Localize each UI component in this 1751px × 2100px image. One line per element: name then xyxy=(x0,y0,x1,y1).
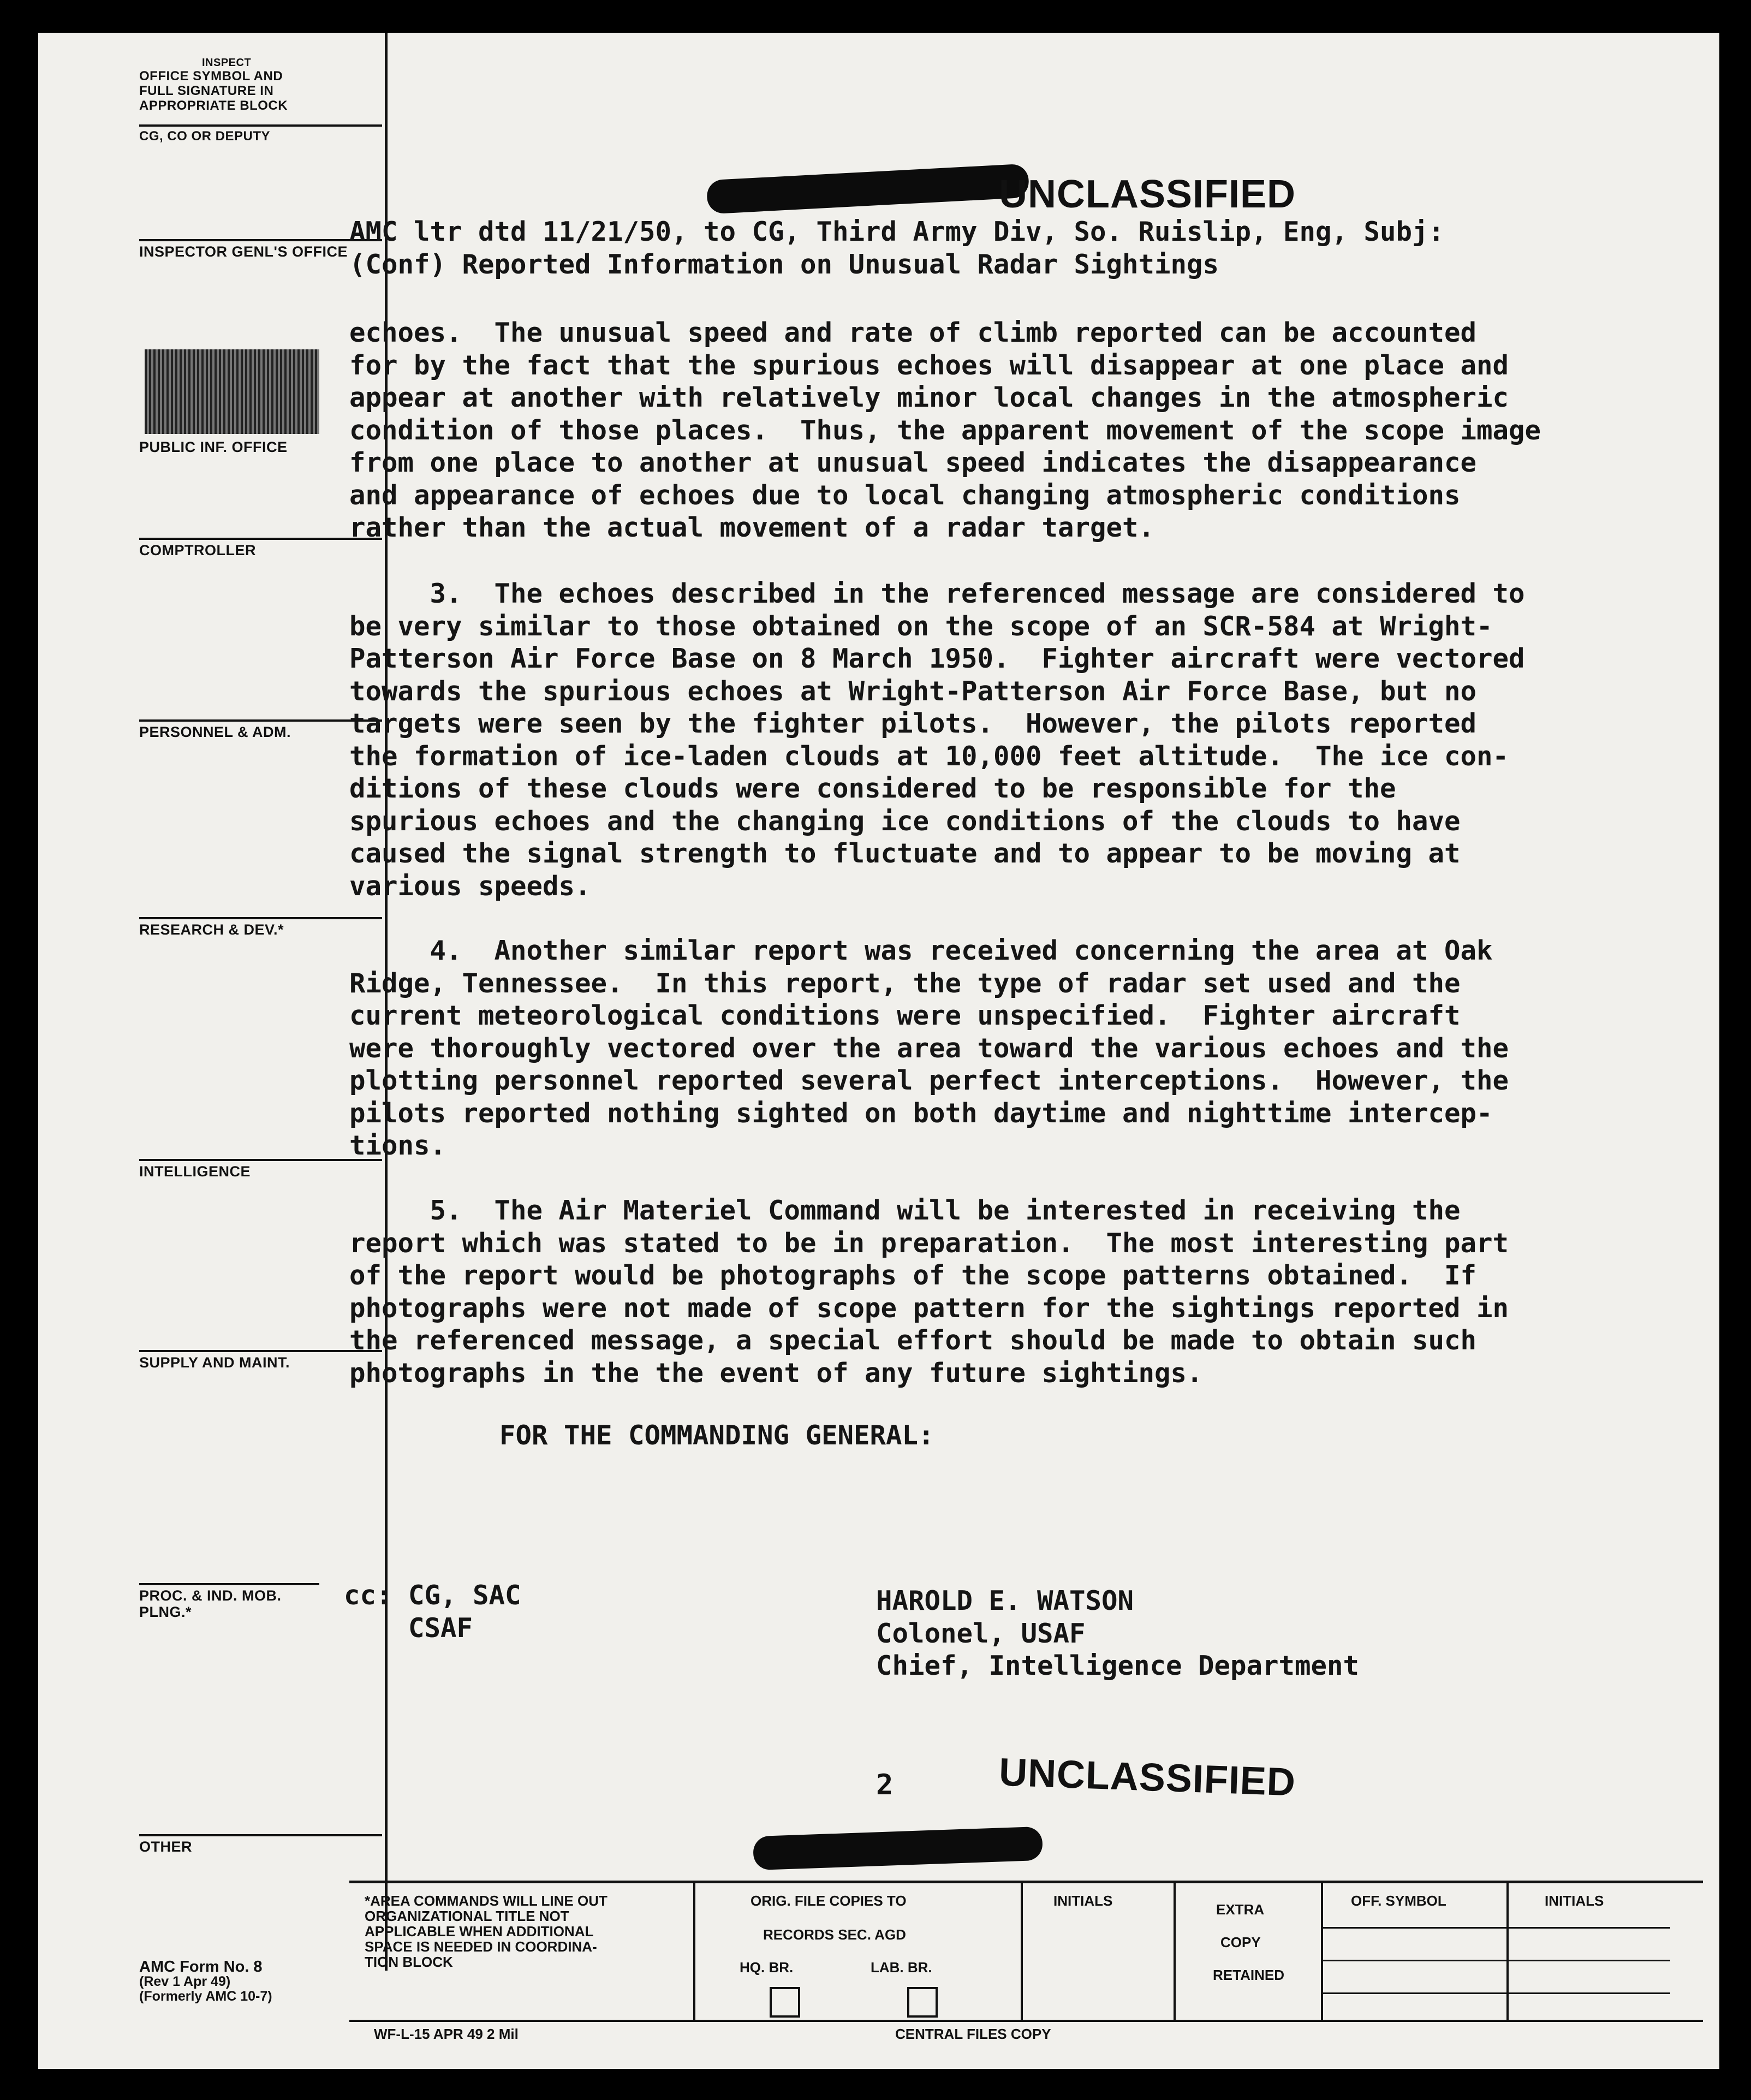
header-line: (Conf) Reported Information on Unusual Radar Sightings xyxy=(349,248,1219,280)
text-line: Patterson Air Force Base on 8 March 1950. Fighter aircraft were vectored xyxy=(349,643,1525,674)
text-line: 4. Another similar report was received concerning the area at Oak xyxy=(349,935,1493,966)
extra-copy-cell xyxy=(1174,1883,1323,2020)
cc-line: CSAF xyxy=(344,1612,473,1644)
text-line: pilots reported nothing sighted on both daytime and nighttime intercep- xyxy=(349,1097,1493,1129)
paragraph-4 xyxy=(349,935,1509,1162)
text-line: 5. The Air Materiel Command will be interested in receiving the xyxy=(349,1195,1461,1226)
initials-label-2: INITIALS xyxy=(1545,1893,1604,1909)
margin-label-cg: CG, CO OR DEPUTY xyxy=(139,124,382,144)
note-line: APPLICABLE WHEN ADDITIONAL xyxy=(365,1923,594,1940)
text-line: from one place to another at unusual speed indicates the disappearance xyxy=(349,447,1477,478)
paragraph-3 xyxy=(349,578,1525,902)
redaction-mark-bottom xyxy=(753,1827,1043,1870)
routing-form-block xyxy=(349,1881,1703,2053)
off-symbol-rule xyxy=(1321,1960,1506,1961)
form-id-line: (Rev 1 Apr 49) xyxy=(139,1974,231,1989)
margin-label-other: OTHER xyxy=(139,1834,382,1855)
text-line: ditions of these clouds were considered to be responsible for the xyxy=(349,773,1396,804)
text-line: the formation of ice-laden clouds at 10,000 feet altitude. The ice con- xyxy=(349,740,1509,772)
note-line: *AREA COMMANDS WILL LINE OUT xyxy=(365,1893,608,1909)
text-line: targets were seen by the fighter pilots. However, the pilots reported xyxy=(349,708,1477,739)
page-number: 2 xyxy=(876,1769,894,1801)
signer-name: HAROLD E. WATSON xyxy=(876,1585,1134,1616)
text-line: be very similar to those obtained on the scope of an SCR-584 at Wright- xyxy=(349,610,1493,642)
letter-header xyxy=(349,216,1444,281)
signer-rank: Colonel, USAF xyxy=(876,1617,1086,1649)
records-sec-label: RECORDS SEC. AGD xyxy=(763,1926,906,1943)
paragraph-continued xyxy=(349,317,1541,544)
margin-label-inspector: INSPECTOR GENL'S OFFICE xyxy=(139,239,382,260)
text-line: caused the signal strength to fluctuate and to appear to be moving at xyxy=(349,838,1461,869)
text-line: current meteorological conditions were unspecified. Fighter aircraft xyxy=(349,1000,1461,1031)
margin-label-research: RESEARCH & DEV.* xyxy=(139,917,382,938)
area-commands-note xyxy=(365,1893,608,1970)
margin-top-line: FULL SIGNATURE IN xyxy=(139,84,274,98)
text-line: 3. The echoes described in the referenced message are considered to xyxy=(349,578,1525,609)
initials-label-1: INITIALS xyxy=(1053,1893,1113,1909)
off-symbol-rule xyxy=(1321,1992,1506,1994)
form-id-line: AMC Form No. 8 xyxy=(139,1958,263,1976)
off-symbol-cell xyxy=(1321,1883,1509,2020)
text-line: were thoroughly vectored over the area toward the various echoes and the xyxy=(349,1032,1509,1064)
initials-rule xyxy=(1506,1960,1670,1961)
margin-top-block xyxy=(139,55,382,113)
central-files-copy-label: CENTRAL FILES COPY xyxy=(895,2026,1051,2042)
text-line: plotting personnel reported several perfect interceptions. However, the xyxy=(349,1065,1509,1096)
public-info-stamp-block xyxy=(145,349,319,434)
text-line: photographs were not made of scope pattern for the sightings reported in xyxy=(349,1292,1509,1324)
text-line: Ridge, Tennessee. In this report, the type of radar set used and the xyxy=(349,967,1461,999)
text-line: appear at another with relatively minor local changes in the atmospheric xyxy=(349,382,1509,413)
cc-block xyxy=(344,1579,521,1644)
text-line: spurious echoes and the changing ice conditions of the clouds to have xyxy=(349,805,1461,837)
text-line: and appearance of echoes due to local changing atmospheric conditions xyxy=(349,479,1461,511)
lab-br-label: LAB. BR. xyxy=(871,1959,932,1976)
off-symbol-label: OFF. SYMBOL xyxy=(1351,1893,1446,1909)
margin-label-intelligence: INTELLIGENCE xyxy=(139,1159,382,1180)
margin-label-personnel: PERSONNEL & ADM. xyxy=(139,719,382,741)
note-line: ORGANIZATIONAL TITLE NOT xyxy=(365,1908,569,1924)
note-line: SPACE IS NEEDED IN COORDINA- xyxy=(365,1938,597,1955)
text-line: the referenced message, a special effort should be made to obtain such xyxy=(349,1325,1477,1356)
form-print-code: WF-L-15 APR 49 2 Mil xyxy=(374,2026,519,2042)
note-line: TION BLOCK xyxy=(365,1954,453,1970)
initials-rule xyxy=(1506,1927,1670,1929)
signature-block xyxy=(876,1585,1359,1682)
margin-label-comptroller: COMPTROLLER xyxy=(139,538,382,559)
margin-label-supply: SUPPLY AND MAINT. xyxy=(139,1350,382,1371)
cc-line: cc: CG, SAC xyxy=(344,1580,521,1611)
area-commands-note-cell xyxy=(349,1883,695,2020)
text-line: towards the spurious echoes at Wright-Patterson Air Force Base, but no xyxy=(349,675,1477,707)
initials-cell-2 xyxy=(1506,1883,1703,2020)
text-line: condition of those places. Thus, the apparent movement of the scope image xyxy=(349,414,1541,446)
margin-label-proc: PROC. & IND. MOB. PLNG.* xyxy=(139,1583,319,1620)
classification-top: UNCLASSIFIED xyxy=(999,172,1296,216)
form-footer-rule xyxy=(349,2020,1703,2022)
margin-top-line: OFFICE SYMBOL AND xyxy=(139,69,283,84)
closing-line: FOR THE COMMANDING GENERAL: xyxy=(499,1420,934,1451)
extra-line: EXTRA xyxy=(1216,1901,1265,1918)
classification-bottom: UNCLASSIFIED xyxy=(998,1750,1297,1805)
text-line: echoes. The unusual speed and rate of climb reported can be accounted xyxy=(349,317,1477,348)
text-line: photographs in the the event of any future sightings. xyxy=(349,1357,1203,1389)
redaction-mark-top xyxy=(706,164,1029,215)
text-line: report which was stated to be in preparation. The most interesting part xyxy=(349,1227,1509,1259)
text-line: for by the fact that the spurious echoes will disappear at one place and xyxy=(349,349,1509,381)
form-id-line: (Formerly AMC 10-7) xyxy=(139,1989,272,2004)
text-line: various speeds. xyxy=(349,870,591,902)
paragraph-5 xyxy=(349,1194,1509,1389)
extra-copy-label xyxy=(1213,1893,1284,1991)
off-symbol-rule xyxy=(1321,1927,1506,1929)
form-identifier xyxy=(139,1960,382,2004)
lab-br-checkbox[interactable] xyxy=(907,1987,938,2018)
margin-top-line: APPROPRIATE BLOCK xyxy=(139,98,288,113)
file-copies-cell xyxy=(693,1883,1023,2020)
extra-line: COPY xyxy=(1220,1934,1261,1950)
margin-top-line: INSPECT xyxy=(202,57,252,69)
text-line: rather than the actual movement of a radar target. xyxy=(349,512,1155,543)
text-line: tions. xyxy=(349,1130,446,1161)
text-line: of the report would be photographs of the scope patterns obtained. If xyxy=(349,1260,1477,1291)
margin-label-public-info: PUBLIC INF. OFFICE xyxy=(139,439,288,455)
hq-br-checkbox[interactable] xyxy=(770,1987,800,2018)
header-line: AMC ltr dtd 11/21/50, to CG, Third Army Div, So. Ruislip, Eng, Subj: xyxy=(349,216,1445,247)
initials-cell-1 xyxy=(1021,1883,1176,2020)
extra-line: RETAINED xyxy=(1213,1967,1284,1983)
initials-rule xyxy=(1506,1992,1670,1994)
orig-file-copies-label: ORIG. FILE COPIES TO xyxy=(751,1893,907,1909)
hq-br-label: HQ. BR. xyxy=(740,1959,794,1976)
signer-title: Chief, Intelligence Department xyxy=(876,1650,1360,1681)
document-sheet xyxy=(38,33,1719,2069)
